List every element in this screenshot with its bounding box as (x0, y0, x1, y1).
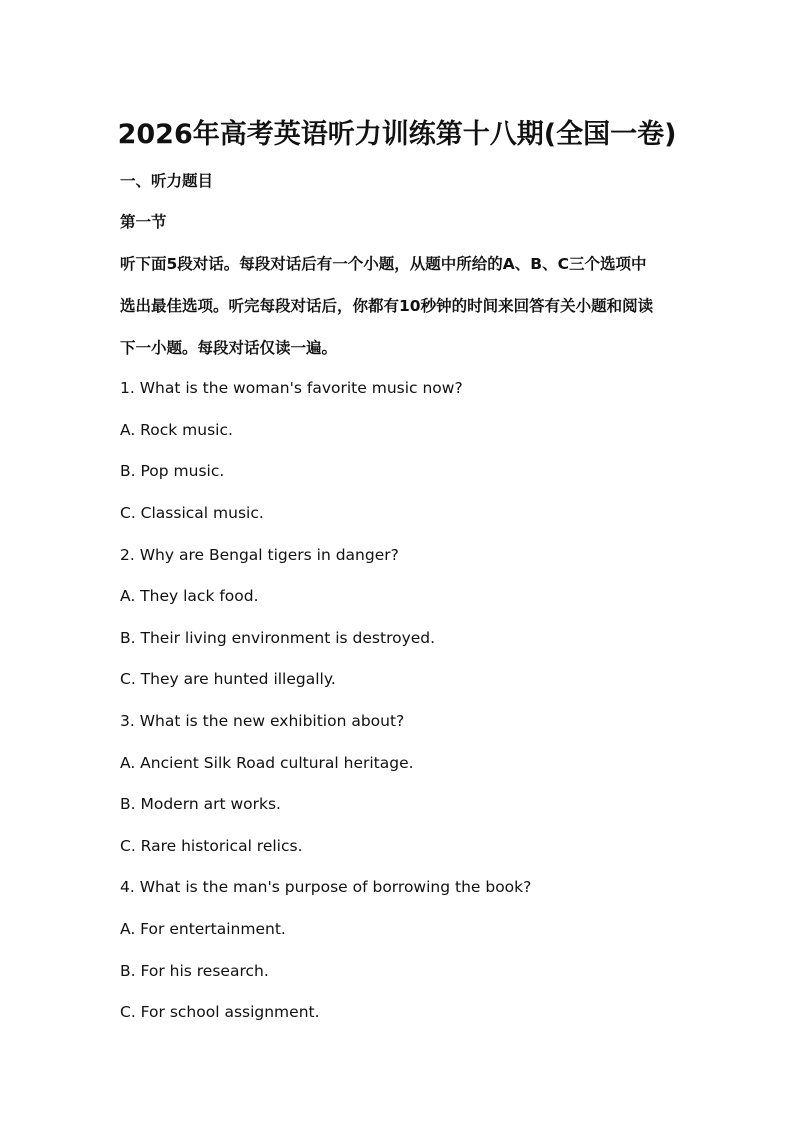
question-2-option-c: C. They are hunted illegally. (120, 670, 336, 688)
instruction-line-1: 听下面5段对话。每段对话后有一个小题，从题中所给的A、B、C三个选项中 (120, 255, 647, 273)
page-title: 2026年高考英语听力训练第十八期(全国一卷) (117, 119, 677, 150)
question-2-option-a: A. They lack food. (120, 587, 259, 605)
subsection-heading: 第一节 (120, 213, 167, 231)
instruction-line-2: 选出最佳选项。听完每段对话后，你都有10秒钟的时间来回答有关小题和阅读 (120, 297, 654, 315)
question-4-option-b: B. For his research. (120, 962, 269, 980)
question-4: 4. What is the man's purpose of borrowing the book? (120, 878, 532, 896)
question-1-option-c: C. Classical music. (120, 504, 264, 522)
question-1-option-b: B. Pop music. (120, 462, 225, 480)
question-2-option-b: B. Their living environment is destroyed. (120, 629, 436, 647)
question-4-option-a: A. For entertainment. (120, 920, 286, 938)
instruction-line-3: 下一小题。每段对话仅读一遍。 (120, 339, 338, 357)
question-4-option-c: C. For school assignment. (120, 1003, 320, 1021)
section-heading: 一、听力题目 (120, 172, 214, 190)
question-3: 3. What is the new exhibition about? (120, 712, 405, 730)
question-3-option-c: C. Rare historical relics. (120, 837, 303, 855)
question-3-option-a: A. Ancient Silk Road cultural heritage. (120, 754, 414, 772)
question-1: 1. What is the woman's favorite music now? (120, 379, 463, 397)
question-3-option-b: B. Modern art works. (120, 795, 281, 813)
question-2: 2. Why are Bengal tigers in danger? (120, 546, 399, 564)
question-1-option-a: A. Rock music. (120, 421, 233, 439)
